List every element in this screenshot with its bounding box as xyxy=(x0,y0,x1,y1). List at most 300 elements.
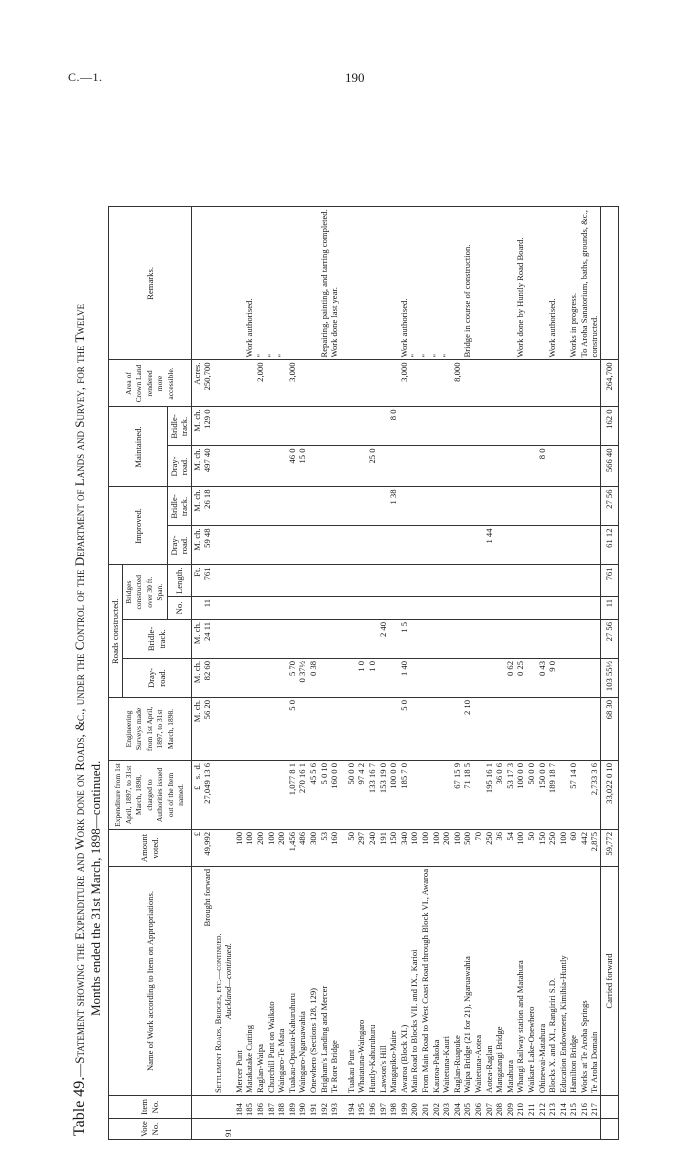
amount-voted: 486 xyxy=(297,829,308,866)
unit-amount: £ xyxy=(191,829,202,866)
constructed-dray-road: 1 40 xyxy=(399,658,410,697)
bridges-length xyxy=(297,565,308,597)
vote-cell xyxy=(287,1119,298,1140)
units-row xyxy=(191,207,202,1140)
constructed-dray-road xyxy=(319,658,330,697)
area-accessible xyxy=(367,360,378,407)
work-name: Works at Te Aroha Springs xyxy=(579,866,590,1095)
improved-dray-road xyxy=(287,526,298,565)
maintained-bridle-track xyxy=(356,407,367,446)
cf-rc-dray: 103 55½ xyxy=(601,658,619,697)
maintained-dray-road: 25 0 xyxy=(367,446,378,487)
maintained-dray-road xyxy=(473,446,484,487)
area-accessible xyxy=(319,360,330,407)
amount-voted: 100 xyxy=(515,829,526,866)
expenditure xyxy=(234,760,245,829)
bridges-number xyxy=(266,596,277,619)
bridges-number xyxy=(589,596,600,619)
improved-bridle-track xyxy=(515,487,526,526)
item-number: 216 xyxy=(579,1096,590,1119)
item-number: 200 xyxy=(409,1096,420,1119)
bf-br-no: 11 xyxy=(202,596,213,619)
vote-cell xyxy=(547,1119,558,1140)
vote-cell xyxy=(266,1119,277,1140)
improved-dray-road xyxy=(329,526,340,565)
work-name: Waitetuna-Aotea xyxy=(473,866,484,1095)
amount-voted: 300 xyxy=(308,829,319,866)
bridges-length xyxy=(473,565,484,597)
vote-cell xyxy=(515,1119,526,1140)
bridges-number xyxy=(346,596,357,619)
area-accessible xyxy=(473,360,484,407)
improved-dray-road xyxy=(399,526,410,565)
item-number: 201 xyxy=(420,1096,431,1119)
expenditure: 50 0 0 xyxy=(346,760,357,829)
amount-voted: 50 xyxy=(526,829,537,866)
bf-rc-dray: 82 60 xyxy=(202,658,213,697)
maintained-dray-road xyxy=(276,446,287,487)
maintained-dray-road xyxy=(244,446,255,487)
remarks xyxy=(484,207,495,360)
maintained-bridle-track xyxy=(346,407,357,446)
engineering-surveys xyxy=(589,697,600,760)
bridges-length xyxy=(431,565,442,597)
constructed-bridle-track xyxy=(287,619,298,658)
maintained-bridle-track xyxy=(234,407,245,446)
engineering-surveys xyxy=(473,697,484,760)
bridges-number xyxy=(526,596,537,619)
expenditure: 100 0 0 xyxy=(515,760,526,829)
bridges-number xyxy=(356,596,367,619)
improved-bridle-track xyxy=(297,487,308,526)
expenditure: 100 0 0 xyxy=(388,760,399,829)
maintained-bridle-track xyxy=(441,407,452,446)
constructed-bridle-track xyxy=(473,619,484,658)
bridges-number xyxy=(515,596,526,619)
maintained-dray-road: 46 0 xyxy=(287,446,298,487)
work-name: Waingaro-Ngaruawahia xyxy=(297,866,308,1095)
improved-bridle-track xyxy=(234,487,245,526)
table-row xyxy=(308,207,319,1140)
work-name: Te Rore Bridge xyxy=(329,866,340,1095)
vote-cell xyxy=(255,1119,266,1140)
header-vote: Vote No. xyxy=(109,1119,192,1140)
expenditure xyxy=(473,760,484,829)
bridges-length xyxy=(526,565,537,597)
engineering-surveys xyxy=(266,697,277,760)
amount-voted: 100 xyxy=(234,829,245,866)
vote-cell xyxy=(346,1119,357,1140)
vote-cell xyxy=(452,1119,463,1140)
unit-ma-bridle: M. ch. xyxy=(191,407,202,446)
improved-bridle-track xyxy=(266,487,277,526)
maintained-dray-road xyxy=(494,446,505,487)
amount-voted: 442 xyxy=(579,829,590,866)
area-accessible xyxy=(346,360,357,407)
engineering-surveys: 2 10 xyxy=(462,697,473,760)
constructed-bridle-track xyxy=(526,619,537,658)
constructed-bridle-track xyxy=(462,619,473,658)
engineering-surveys xyxy=(568,697,579,760)
bridges-length xyxy=(547,565,558,597)
bridges-number xyxy=(579,596,590,619)
bridges-length xyxy=(346,565,357,597)
table-row xyxy=(558,207,569,1140)
maintained-dray-road xyxy=(420,446,431,487)
table-row xyxy=(378,207,389,1140)
constructed-dray-road xyxy=(589,658,600,697)
vote-cell xyxy=(431,1119,442,1140)
maintained-bridle-track xyxy=(494,407,505,446)
constructed-bridle-track xyxy=(452,619,463,658)
engineering-surveys xyxy=(388,697,399,760)
bridges-number xyxy=(409,596,420,619)
table-row xyxy=(568,207,579,1140)
bridges-number xyxy=(462,596,473,619)
bridges-length xyxy=(505,565,516,597)
area-accessible xyxy=(526,360,537,407)
improved-bridle-track xyxy=(441,487,452,526)
table-row xyxy=(388,207,399,1140)
improved-dray-road xyxy=(308,526,319,565)
item-number: 187 xyxy=(266,1096,277,1119)
expenditure xyxy=(558,760,569,829)
maintained-bridle-track xyxy=(473,407,484,446)
bf-rc-bridle: 24 11 xyxy=(202,619,213,658)
constructed-bridle-track xyxy=(568,619,579,658)
bridges-number xyxy=(244,596,255,619)
header-maintained: Maintained. xyxy=(109,407,168,487)
bf-eng: 56 20 xyxy=(202,697,213,760)
improved-bridle-track xyxy=(462,487,473,526)
cf-ma-bridle: 162 0 xyxy=(601,407,619,446)
maintained-bridle-track xyxy=(266,407,277,446)
expenditure: 53 17 3 xyxy=(505,760,516,829)
item-number: 198 xyxy=(388,1096,399,1119)
work-name: Aotea-Raglan xyxy=(484,866,495,1095)
bridges-length xyxy=(255,565,266,597)
improved-dray-road xyxy=(378,526,389,565)
maintained-bridle-track xyxy=(537,407,548,446)
improved-dray-road xyxy=(346,526,357,565)
expenditure: 71 18 5 xyxy=(462,760,473,829)
improved-bridle-track xyxy=(452,487,463,526)
bridges-length xyxy=(494,565,505,597)
remarks: Works in progress. xyxy=(568,207,579,360)
bridges-length xyxy=(579,565,590,597)
improved-bridle-track xyxy=(494,487,505,526)
work-name: Mercer Punt xyxy=(234,866,245,1095)
improved-bridle-track xyxy=(255,487,266,526)
constructed-bridle-track xyxy=(441,619,452,658)
amount-voted: 100 xyxy=(409,829,420,866)
maintained-bridle-track xyxy=(244,407,255,446)
remarks: " xyxy=(266,207,277,360)
bridges-length xyxy=(266,565,277,597)
maintained-bridle-track xyxy=(462,407,473,446)
improved-dray-road xyxy=(505,526,516,565)
improved-bridle-track xyxy=(568,487,579,526)
header-area: Area of Crown Land rendered more accessible. xyxy=(109,360,192,407)
maintained-bridle-track xyxy=(367,407,378,446)
vote-cell xyxy=(378,1119,389,1140)
expenditure: 160 0 0 xyxy=(329,760,340,829)
bf-ma-dray: 497 40 xyxy=(202,446,213,487)
unit-ma-dray: M. ch. xyxy=(191,446,202,487)
improved-dray-road xyxy=(547,526,558,565)
work-name: Waipa Bridge (21 for 21), Ngaruawahia xyxy=(462,866,473,1095)
improved-dray-road xyxy=(266,526,277,565)
maintained-bridle-track xyxy=(287,407,298,446)
page-number: 190 xyxy=(345,70,365,85)
maintained-bridle-track xyxy=(579,407,590,446)
page-reference: C.—1. xyxy=(68,70,103,84)
header-ma-dray: Dray-road. xyxy=(167,446,191,487)
header-ma-bridle: Bridle-track. xyxy=(167,407,191,446)
bridges-length xyxy=(420,565,431,597)
amount-voted: 100 xyxy=(266,829,277,866)
item-number: 188 xyxy=(276,1096,287,1119)
maintained-bridle-track xyxy=(297,407,308,446)
improved-dray-road xyxy=(420,526,431,565)
remarks: Repairing, painting, and tarring completed. xyxy=(319,207,330,360)
subsection-heading-row xyxy=(223,207,234,1140)
bridges-number xyxy=(399,596,410,619)
amount-voted: 36 xyxy=(494,829,505,866)
remarks xyxy=(234,207,245,360)
table-row xyxy=(515,207,526,1140)
vote-cell xyxy=(441,1119,452,1140)
table-row xyxy=(526,207,537,1140)
constructed-bridle-track xyxy=(319,619,330,658)
constructed-bridle-track: 2 40 xyxy=(378,619,389,658)
improved-dray-road xyxy=(515,526,526,565)
work-name: From Main Road to West Coast Road through Block VI., Awaroa xyxy=(420,866,431,1095)
table-row xyxy=(399,207,410,1140)
expenditure: 185 7 0 xyxy=(399,760,410,829)
amount-voted: 2,875 xyxy=(589,829,600,866)
expenditure: 270 16 1 xyxy=(297,760,308,829)
item-number: 214 xyxy=(558,1096,569,1119)
vote-cell xyxy=(484,1119,495,1140)
improved-bridle-track xyxy=(346,487,357,526)
expenditure: 97 4 2 xyxy=(356,760,367,829)
bridges-length xyxy=(319,565,330,597)
improved-bridle-track xyxy=(244,487,255,526)
work-name: Waikare Lake-Onewhero xyxy=(526,866,537,1095)
maintained-dray-road xyxy=(589,446,600,487)
improved-dray-road xyxy=(244,526,255,565)
item-number: 202 xyxy=(431,1096,442,1119)
engineering-surveys xyxy=(484,697,495,760)
constructed-bridle-track xyxy=(329,619,340,658)
remarks xyxy=(356,207,367,360)
item-number: 205 xyxy=(462,1096,473,1119)
engineering-surveys xyxy=(537,697,548,760)
constructed-dray-road xyxy=(558,658,569,697)
expenditure xyxy=(579,760,590,829)
table-row xyxy=(462,207,473,1140)
improved-bridle-track xyxy=(431,487,442,526)
table-body xyxy=(191,207,601,1140)
constructed-bridle-track xyxy=(579,619,590,658)
maintained-bridle-track xyxy=(526,407,537,446)
amount-voted: 250 xyxy=(484,829,495,866)
item-number: 196 xyxy=(367,1096,378,1119)
cf-exp: 33,022 0 10 xyxy=(601,760,619,829)
constructed-bridle-track xyxy=(515,619,526,658)
improved-dray-road xyxy=(494,526,505,565)
area-accessible xyxy=(547,360,558,407)
expenditure: 133 16 7 xyxy=(367,760,378,829)
constructed-dray-road xyxy=(420,658,431,697)
bridges-number xyxy=(319,596,330,619)
amount-voted: 1,456 xyxy=(287,829,298,866)
improved-dray-road xyxy=(579,526,590,565)
engineering-surveys xyxy=(356,697,367,760)
table-label: Table 49. xyxy=(71,1076,88,1136)
engineering-surveys xyxy=(494,697,505,760)
expenditure: 50 0 0 xyxy=(526,760,537,829)
remarks: " xyxy=(276,207,287,360)
maintained-dray-road xyxy=(255,446,266,487)
expenditure xyxy=(244,760,255,829)
engineering-surveys xyxy=(346,697,357,760)
expenditure: 195 16 1 xyxy=(484,760,495,829)
improved-dray-road xyxy=(409,526,420,565)
improved-dray-road xyxy=(473,526,484,565)
amount-voted: 200 xyxy=(276,829,287,866)
cf-br-len: 761 xyxy=(601,565,619,597)
maintained-dray-road xyxy=(547,446,558,487)
bridges-length xyxy=(558,565,569,597)
item-number: 193 xyxy=(329,1096,340,1119)
table-row xyxy=(356,207,367,1140)
item-number: 195 xyxy=(356,1096,367,1119)
improved-bridle-track xyxy=(589,487,600,526)
bridges-length xyxy=(356,565,367,597)
item-number: 192 xyxy=(319,1096,330,1119)
maintained-bridle-track xyxy=(409,407,420,446)
bridges-length xyxy=(378,565,389,597)
improved-dray-road xyxy=(452,526,463,565)
vote-cell xyxy=(308,1119,319,1140)
engineering-surveys xyxy=(234,697,245,760)
constructed-bridle-track xyxy=(276,619,287,658)
bf-label: Brought forward xyxy=(202,866,213,1095)
header-remarks: Remarks. xyxy=(109,207,192,360)
bridges-number xyxy=(441,596,452,619)
section-heading: Settlement Roads, Bridges, etc.—continued. xyxy=(213,866,224,1095)
item-number: 208 xyxy=(494,1096,505,1119)
constructed-bridle-track xyxy=(367,619,378,658)
constructed-bridle-track xyxy=(255,619,266,658)
table-row xyxy=(494,207,505,1140)
bridges-number xyxy=(484,596,495,619)
table-row xyxy=(537,207,548,1140)
improved-dray-road xyxy=(255,526,266,565)
header-im-bridle: Bridle-track. xyxy=(167,487,191,526)
maintained-dray-road xyxy=(558,446,569,487)
constructed-bridle-track xyxy=(558,619,569,658)
area-accessible xyxy=(378,360,389,407)
engineering-surveys xyxy=(367,697,378,760)
constructed-dray-road: 1 0 xyxy=(367,658,378,697)
maintained-dray-road xyxy=(319,446,330,487)
maintained-dray-road xyxy=(388,446,399,487)
header-roads-constructed: Roads constructed. xyxy=(109,565,123,698)
constructed-bridle-track xyxy=(308,619,319,658)
work-name: Lawson's Hill xyxy=(378,866,389,1095)
cf-amount: 59,772 xyxy=(601,829,619,866)
bridges-length xyxy=(409,565,420,597)
maintained-dray-road xyxy=(409,446,420,487)
area-accessible xyxy=(329,360,340,407)
constructed-dray-road: 0 25 xyxy=(515,658,526,697)
work-name: Brigham's Landing and Mercer xyxy=(319,866,330,1095)
maintained-bridle-track xyxy=(431,407,442,446)
vote-cell xyxy=(589,1119,600,1140)
bf-im-bridle: 26 18 xyxy=(202,487,213,526)
maintained-bridle-track xyxy=(589,407,600,446)
improved-bridle-track xyxy=(378,487,389,526)
area-accessible xyxy=(568,360,579,407)
unit-rc-bridle: M. ch. xyxy=(191,619,202,658)
area-accessible xyxy=(537,360,548,407)
amount-voted: 70 xyxy=(473,829,484,866)
constructed-dray-road xyxy=(526,658,537,697)
maintained-bridle-track xyxy=(255,407,266,446)
header-im-dray: Dray-road. xyxy=(167,526,191,565)
maintained-bridle-track xyxy=(558,407,569,446)
engineering-surveys xyxy=(244,697,255,760)
expenditure xyxy=(409,760,420,829)
bridges-number xyxy=(329,596,340,619)
item-number: 185 xyxy=(244,1096,255,1119)
table-row xyxy=(234,207,245,1140)
improved-dray-road xyxy=(526,526,537,565)
improved-dray-road xyxy=(462,526,473,565)
item-number: 191 xyxy=(308,1096,319,1119)
constructed-bridle-track xyxy=(431,619,442,658)
improved-bridle-track xyxy=(505,487,516,526)
bf-area: 250,700 xyxy=(202,360,213,407)
section-heading-row xyxy=(213,207,224,1140)
maintained-dray-road xyxy=(452,446,463,487)
bf-amount: 49,992 xyxy=(202,829,213,866)
maintained-dray-road xyxy=(346,446,357,487)
bridges-length xyxy=(287,565,298,597)
bridges-length xyxy=(244,565,255,597)
item-number: 206 xyxy=(473,1096,484,1119)
area-accessible: 8,000 xyxy=(452,360,463,407)
maintained-bridle-track xyxy=(515,407,526,446)
maintained-dray-road xyxy=(308,446,319,487)
vote-cell xyxy=(234,1119,245,1140)
item-number: 184 xyxy=(234,1096,245,1119)
remarks: Work authorised. xyxy=(244,207,255,360)
cf-br-no: 11 xyxy=(601,596,619,619)
maintained-dray-road xyxy=(399,446,410,487)
improved-bridle-track xyxy=(473,487,484,526)
expenditure: 1,077 8 1 xyxy=(287,760,298,829)
improved-bridle-track xyxy=(367,487,378,526)
constructed-bridle-track xyxy=(388,619,399,658)
work-name: Awaroa (Block XI.) xyxy=(399,866,410,1095)
header-br-length: Length. xyxy=(167,565,191,597)
maintained-dray-road: 15 0 xyxy=(297,446,308,487)
item-number: 203 xyxy=(441,1096,452,1119)
